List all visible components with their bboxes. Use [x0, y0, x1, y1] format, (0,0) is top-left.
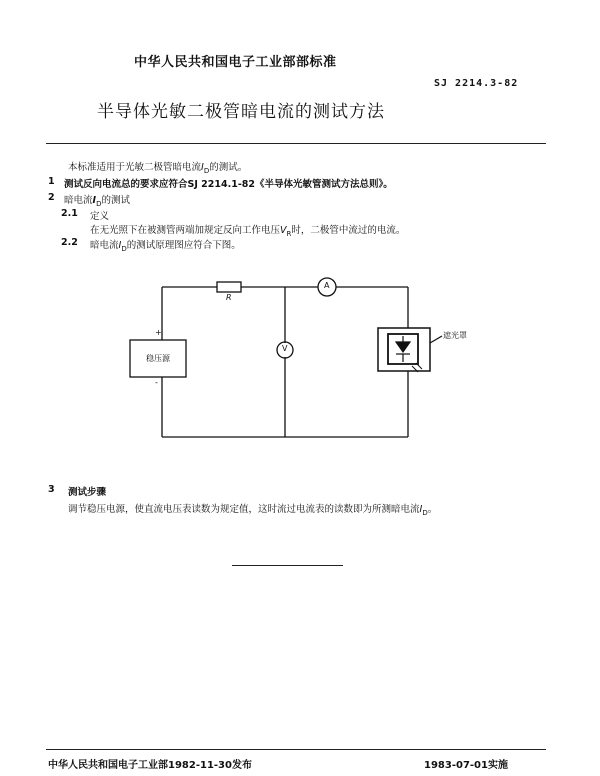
source-minus-label: -: [155, 378, 158, 387]
photodiode-symbol: [396, 336, 410, 362]
section-2-2-number: 2.2: [61, 237, 78, 248]
standard-org: 中华人民共和国电子工业部部标准: [134, 55, 337, 70]
footer-rule: [46, 749, 546, 750]
section-3-title: 测试步骤: [68, 487, 107, 498]
shield-pointer: [430, 336, 442, 343]
source-plus-label: +: [155, 328, 162, 337]
section-2-heading: 暗电流$I_D$的测试: [64, 195, 130, 208]
section-3-number: 3: [48, 484, 55, 495]
resistor: [217, 282, 241, 292]
section-2-1-text: 在无光照下在被测管两端加规定反向工作电压$V_R$时，二极管中流过的电流。: [90, 225, 406, 238]
resistor-label: R: [226, 293, 232, 302]
ammeter-label: A: [324, 281, 330, 290]
section-3-text: 调节稳压电源，使直流电压表读数为规定值，这时流过电流表的读数即为所测暗电流$I_D$。: [68, 504, 438, 517]
section-2-number: 2: [48, 192, 55, 203]
standard-code: SJ 2214.3-82: [434, 78, 519, 89]
intro-paragraph: 本标准适用于光敏二极管暗电流$I_D$的测试。: [68, 162, 248, 175]
end-rule: [232, 565, 343, 566]
voltmeter-label: V: [282, 344, 288, 353]
section-1-number: 1: [48, 176, 55, 187]
section-2-1-number: 2.1: [61, 208, 78, 219]
section-1-text: 测试反向电流总的要求应符合SJ 2214.1-82《半导体光敏管测试方法总则》。: [64, 179, 393, 190]
power-source-label: 稳压源: [146, 354, 170, 363]
shield-label: 遮光罩: [443, 331, 467, 340]
effective-date: 1983-07-01实施: [424, 760, 508, 771]
section-2-2-text: 暗电流$I_D$的测试原理图应符合下图。: [90, 240, 241, 253]
section-2-1-label: 定义: [90, 211, 110, 222]
page-title: 半导体光敏二极管暗电流的测试方法: [97, 102, 385, 122]
publish-date: 中华人民共和国电子工业部1982-11-30发布: [48, 760, 252, 771]
